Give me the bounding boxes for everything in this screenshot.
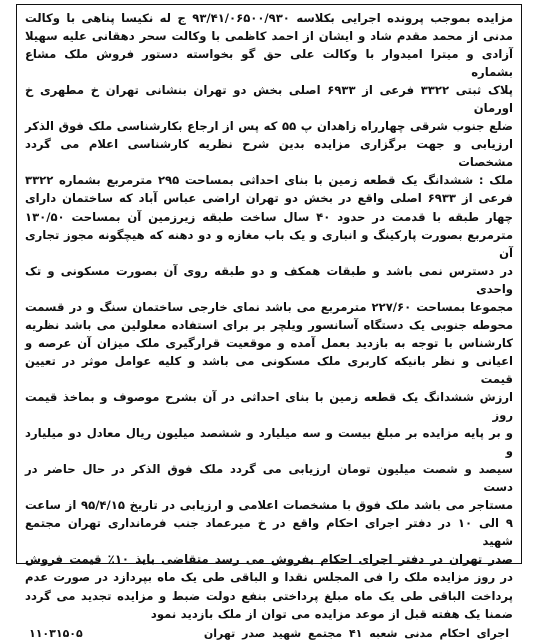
- notice-body: [25, 9, 513, 623]
- notice-line: اعیانی و نظر بانیکه کاربری ملک مسکونی می باشد و کلیه عوامل موثر در تعیین قیمت: [25, 353, 513, 386]
- notice-line: در دسترس نمی باشد و طبقات همکف و دو طبقه روی آن بصورت مسکونی و تک واحدی: [25, 263, 513, 296]
- notice-line: آزادی و میترا امیدوار با وکالت علی حق گو بخواسته دستور فروش ملک مشاع بشماره: [25, 47, 513, 80]
- notice-line: ملک : ششدانگ یک قطعه زمین با بنای احداثی بمساحت ۲۹۵ مترمربع بشماره ۳۳۲۲: [25, 173, 513, 188]
- notice-line: مستاجر می باشد ملک فوق با مشخصات اعلامی و ارزیابی در تاریخ ۹۵/۴/۱۵ از ساعت: [25, 498, 514, 513]
- notice-line: صدر تهران در دفتر اجرای احکام بفروش می رسد متقاضی بایذ ۱۰٪ قیمت فروش: [25, 552, 513, 567]
- notice-line: چهار طبقه با قدمت در حدود ۴۰ سال ساخت طبقه زیرزمین آن بمساحت ۱۳۰/۵۰: [25, 209, 514, 224]
- notice-line: فرعی از ۶۹۳۳ اصلی واقع در بخش دو تهران اراضی عباس آباد که ساختمان دارای: [25, 191, 513, 206]
- notice-line: پرداخت الباقی طی یک ماه مبلغ پرداختی بنفع دولت ضبط و مزایده تجدید می گردد: [25, 588, 513, 603]
- notice-line: مجموعا بمساحت ۲۲۷/۶۰ مترمربع می باشد نمای خارجی ساختمان سنگ و در قسمت: [25, 299, 513, 314]
- notice-line: کارشناس با توجه به بازدید بعمل آمده و موقعیت قرارگیری ملک میزان آن عرصه و: [25, 335, 513, 350]
- notice-footer: [25, 625, 513, 643]
- notice-line: در روز مزایده ملک را فی المجلس نقدا و الباقی طی یک ماه بپردازد در صورت عدم: [25, 570, 513, 585]
- auction-notice: [16, 4, 522, 641]
- notice-line: سیصد و شصت میلیون تومان ارزیابی می گردد ملک فوق الذکر در حال حاضر در دست: [25, 462, 513, 495]
- notice-line: ارزش ششدانگ یک قطعه زمین با بنای احداثی در آن بشرح موصوف و بماخذ قیمت روز: [25, 389, 513, 423]
- notice-line: ارزیابی و جهت برگزاری مزایده بدین شرح نظریه کارشناسی اعلام می گردد مشخصات: [25, 137, 513, 170]
- notice-line: مترمربع بصورت پارکینگ و انباری و یک باب مغازه و دو دهنه که هیچگونه مجوز تجاری آن: [25, 227, 513, 260]
- notice-line: ۹ الی ۱۰ در دفتر اجرای احکام واقع در خ میرعماد جنب فرمانداری تهران مجتمع شهید: [25, 516, 513, 549]
- notice-reference-number: ۱۱۰۳۱۵۰۵: [29, 627, 83, 641]
- notice-line: مدنی از محمد مقدم شاد و ایشان از احمد کاظمی با وکالت سحر دهقانی علیه سهیلا: [25, 29, 513, 44]
- notice-line: پلاک ثبتی ۳۳۲۲ فرعی از ۶۹۳۳ اصلی بخش دو تهران بنشانی تهران خ مطهری خ اورمان: [25, 83, 513, 116]
- notice-line: مزایده بموجب پرونده اجرایی بکلاسه ۹۳/۴۱/۰۶۵۰۰/۹۳۰ ج له نکیسا پناهی با وکالت: [25, 11, 514, 25]
- notice-line: محوطه جنوبی یک دستگاه آسانسور ویلچر بر برای استفاده معلولین می باشد نظریه: [25, 317, 513, 332]
- issuing-court: اجرای احکام مدنی شعبه ۴۱ مجتمع شهید صدر تهران: [203, 627, 509, 641]
- notice-line: ضمنا یک هفته قبل از موعد مزایده می توان از ملک بازدید نمود: [150, 606, 513, 621]
- notice-line: ضلع جنوب شرقی چهارراه زاهدان پ ۵۵ که پس از ارجاع بکارشناسی ملک فوق الذکر: [25, 119, 513, 134]
- notice-line: و بر پایه مزایده بر مبلغ بیست و سه میلیارد و ششصد میلیون ریال معادل دو میلیارد و: [25, 426, 513, 459]
